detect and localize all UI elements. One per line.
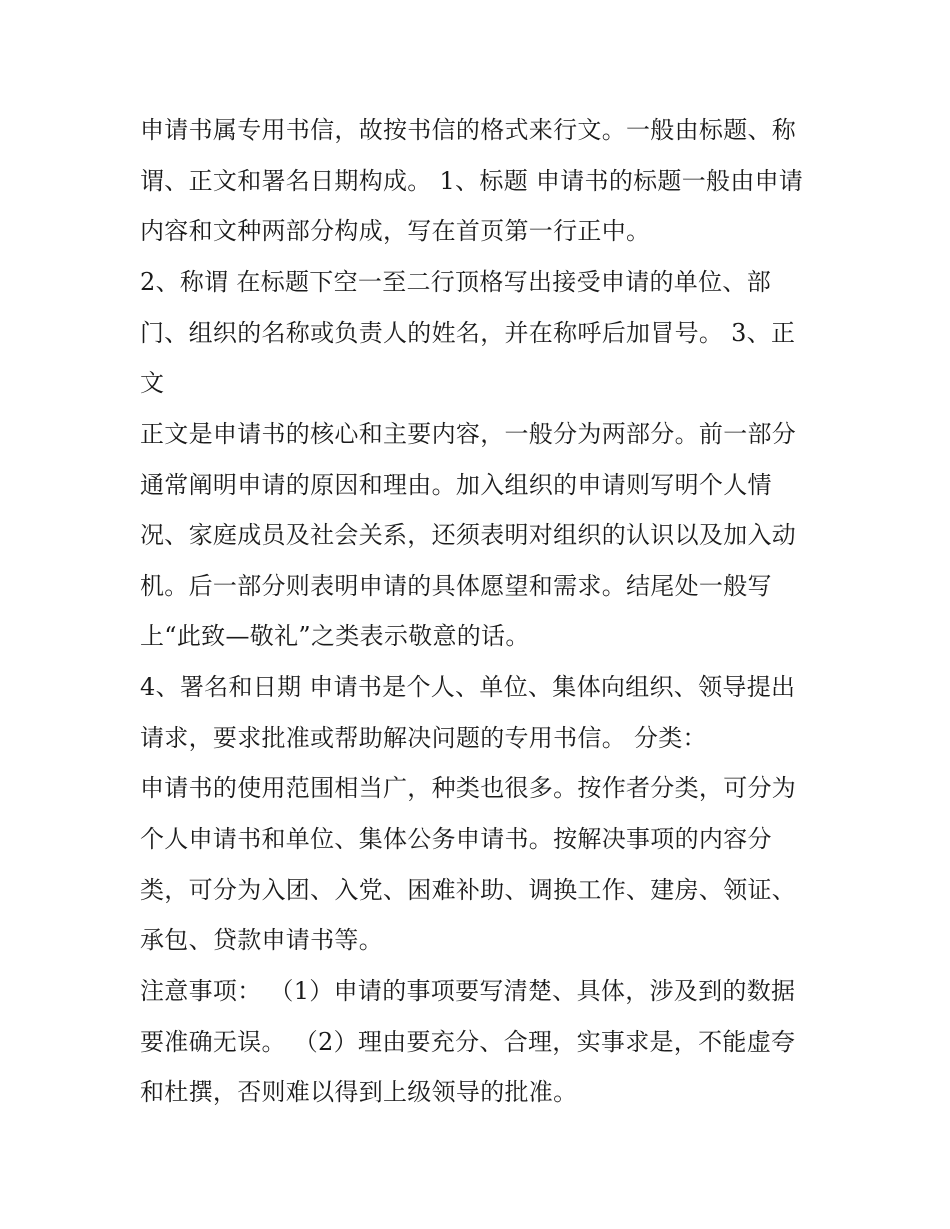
text-line: 4、署名和日期 申请书是个人、单位、集体向组织、领导提出 [140,673,796,701]
text-line: 机。后一部分则表明申请的具体愿望和需求。结尾处一般写 [140,572,772,600]
text-line: 个人申请书和单位、集体公务申请书。按解决事项的内容分 [140,825,772,853]
text-line: 通常阐明申请的原因和理由。加入组织的申请则写明个人情 [140,471,772,499]
text-line: 申请书属专用书信，故按书信的格式来行文。一般由标题、称 [140,116,797,144]
text-line: 文 [140,369,165,397]
text-line: 正文是申请书的核心和主要内容，一般分为两部分。前一部分 [140,420,797,448]
text-line: 门、组织的名称或负责人的姓名，并在称呼后加冒号。 3、正 [140,319,796,347]
text-line: 2、称谓 在标题下空一至二行顶格写出接受申请的单位、部 [140,268,771,296]
text-line: 请求，要求批准或帮助解决问题的专用书信。 分类： [140,724,707,752]
text-line: 上“此致—敬礼”之类表示敬意的话。 [140,622,530,650]
text-line: 类，可分为入团、入党、困难补助、调换工作、建房、领证、 [140,876,797,904]
text-line: 况、家庭成员及社会关系，还须表明对组织的认识以及加入动 [140,521,797,549]
text-line: 内容和文种两部分构成，写在首页第一行正中。 [140,217,651,245]
text-line: 注意事项： （1）申请的事项要写清楚、具体，涉及到的数据 [140,977,796,1005]
text-line: 和杜撰，否则难以得到上级领导的批准。 [140,1078,578,1106]
text-line: 承包、贷款申请书等。 [140,926,383,954]
text-line: 谓、正文和署名日期构成。 1、标题 申请书的标题一般由申请 [140,167,804,195]
text-line: 申请书的使用范围相当广，种类也很多。按作者分类，可分为 [140,774,797,802]
text-line: 要准确无误。 （2）理由要充分、合理，实事求是，不能虚夸 [140,1028,796,1056]
